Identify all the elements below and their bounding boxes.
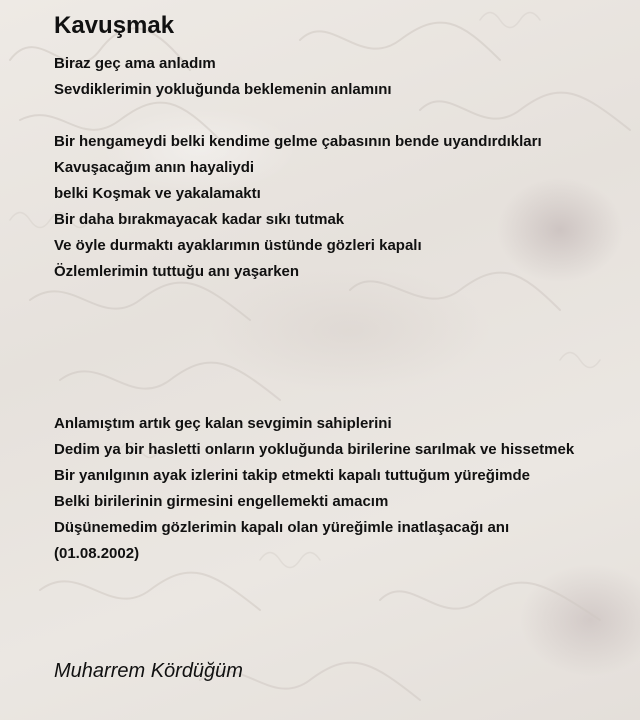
poem-author: Muharrem Kördüğüm: [54, 660, 243, 682]
poem-line: Anlamıştım artık geç kalan sevgimin sahiplerini: [54, 415, 392, 432]
poem-line: Belki birilerinin girmesini engellemekti amacım: [54, 493, 389, 510]
poem-line: Dedim ya bir hasletti onların yokluğunda birilerine sarılmak ve hissetmek: [54, 441, 575, 458]
poem-line: Özlemlerimin tuttuğu anı yaşarken: [54, 263, 300, 280]
poem-date: (01.08.2002): [54, 545, 140, 562]
poem-line: Bir hengameydi belki kendime gelme çabasının bende uyandırdıkları: [54, 133, 542, 150]
poem-title: Kavuşmak: [54, 12, 175, 39]
poem-line: Kavuşacağım anın hayaliydi: [54, 159, 255, 176]
poem-line: Düşünemedim gözlerimin kapalı olan yüreğimle inatlaşacağı anı: [54, 519, 510, 536]
poem-line: Biraz geç ama anladım: [54, 55, 216, 72]
poem-line: Sevdiklerimin yokluğunda beklemenin anlamını: [54, 81, 392, 98]
poem-line: belki Koşmak ve yakalamaktı: [54, 185, 261, 202]
poem-line: Bir daha bırakmayacak kadar sıkı tutmak: [54, 211, 345, 228]
poem-line: Bir yanılgının ayak izlerini takip etmekti kapalı tuttuğum yüreğimde: [54, 467, 530, 484]
poem-line: Ve öyle durmaktı ayaklarımın üstünde gözleri kapalı: [54, 237, 422, 254]
